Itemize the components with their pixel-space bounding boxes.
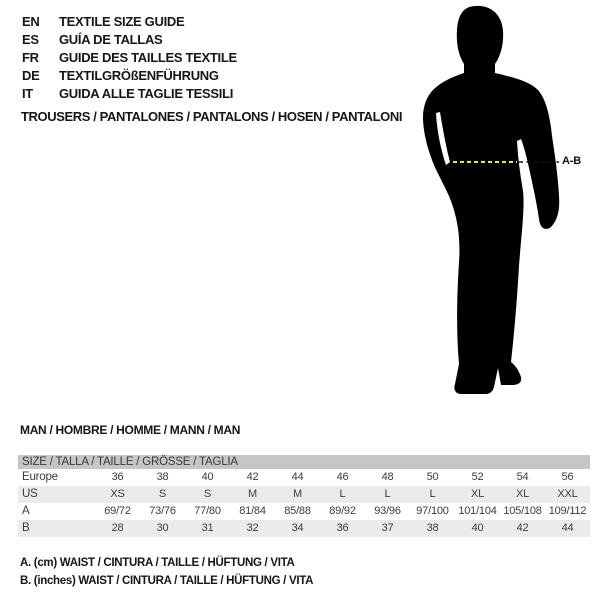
size-cell: 40 [201, 471, 214, 483]
size-cell: M [230, 486, 275, 503]
size-cell: 85/88 [284, 505, 311, 517]
size-cell: L [320, 486, 365, 503]
size-cell: 52 [471, 471, 484, 483]
guide-title: GUIDE DES TAILLES TEXTILE [59, 50, 237, 65]
size-cell: 42 [500, 520, 545, 537]
size-cell: 69/72 [104, 505, 131, 517]
table-row-b-inches [18, 520, 590, 537]
table-row-a-cm [18, 503, 590, 520]
row-label: Europe [22, 471, 58, 483]
language-code: IT [22, 86, 33, 101]
size-cell: 32 [230, 520, 275, 537]
size-cell: 73/76 [149, 505, 176, 517]
size-cell: 77/80 [194, 505, 221, 517]
size-cell: 97/100 [416, 505, 449, 517]
language-code: DE [22, 68, 40, 83]
size-cell: 30 [140, 520, 185, 537]
row-label: US [18, 486, 95, 503]
guide-title: GUIDA ALLE TAGLIE TESSILI [59, 86, 234, 101]
size-cell: S [140, 486, 185, 503]
size-cell: 34 [275, 520, 320, 537]
size-cell: 40 [455, 520, 500, 537]
size-cell: 105/108 [503, 505, 542, 517]
guide-title: TEXTILGRÖßENFÜHRUNG [59, 68, 219, 83]
size-cell: XL [455, 486, 500, 503]
size-cell: 48 [381, 471, 394, 483]
size-cell: S [185, 486, 230, 503]
size-cell: 36 [111, 471, 124, 483]
size-cell: 44 [291, 471, 304, 483]
size-cell: 28 [95, 520, 140, 537]
table-row-us [18, 486, 590, 503]
size-cell: XL [500, 486, 545, 503]
size-cell: 31 [185, 520, 230, 537]
size-table [18, 455, 590, 537]
size-cell: 36 [320, 520, 365, 537]
size-cell: 50 [426, 471, 439, 483]
man-silhouette-icon [423, 6, 559, 394]
language-code: ES [22, 32, 39, 47]
section-title-man: MAN / HOMBRE / HOMME / MANN / MAN [20, 423, 241, 437]
size-cell: 81/84 [239, 505, 266, 517]
size-cell: 38 [156, 471, 169, 483]
table-row-europe [18, 469, 590, 486]
guide-title: GUÍA DE TALLAS [59, 32, 163, 47]
size-cell: XS [95, 486, 140, 503]
language-code: FR [22, 50, 39, 65]
guide-title: TEXTILE SIZE GUIDE [59, 14, 185, 29]
size-table-header-row [18, 455, 590, 469]
note-a-cm: A. (cm) WAIST / CINTURA / TAILLE / HÜFTUNG / VITA [20, 557, 295, 569]
size-cell: 44 [545, 520, 590, 537]
note-b-inches: B. (inches) WAIST / CINTURA / TAILLE / HÜFTUNG / VITA [20, 575, 314, 587]
size-cell: 38 [410, 520, 455, 537]
size-cell: 101/104 [458, 505, 497, 517]
size-cell: 42 [246, 471, 259, 483]
size-cell: 46 [336, 471, 349, 483]
measurement-notes [20, 554, 313, 590]
row-label: B [18, 520, 95, 537]
size-cell: 56 [561, 471, 574, 483]
row-label: A [22, 505, 30, 517]
size-cell: L [365, 486, 410, 503]
language-code: EN [22, 14, 40, 29]
size-cell: L [410, 486, 455, 503]
size-cell: XXL [545, 486, 590, 503]
size-cell: 54 [516, 471, 529, 483]
size-table-header: SIZE / TALLA / TAILLE / GRÖSSE / TAGLIA [18, 455, 590, 469]
measure-label-ab: A-B [562, 155, 581, 167]
size-cell: 109/112 [548, 505, 587, 517]
garment-category-title: TROUSERS / PANTALONES / PANTALONS / HOSEN / PANTALONI [21, 109, 403, 124]
size-cell: M [275, 486, 320, 503]
size-cell: 37 [365, 520, 410, 537]
size-cell: 93/96 [374, 505, 401, 517]
size-cell: 89/92 [329, 505, 356, 517]
